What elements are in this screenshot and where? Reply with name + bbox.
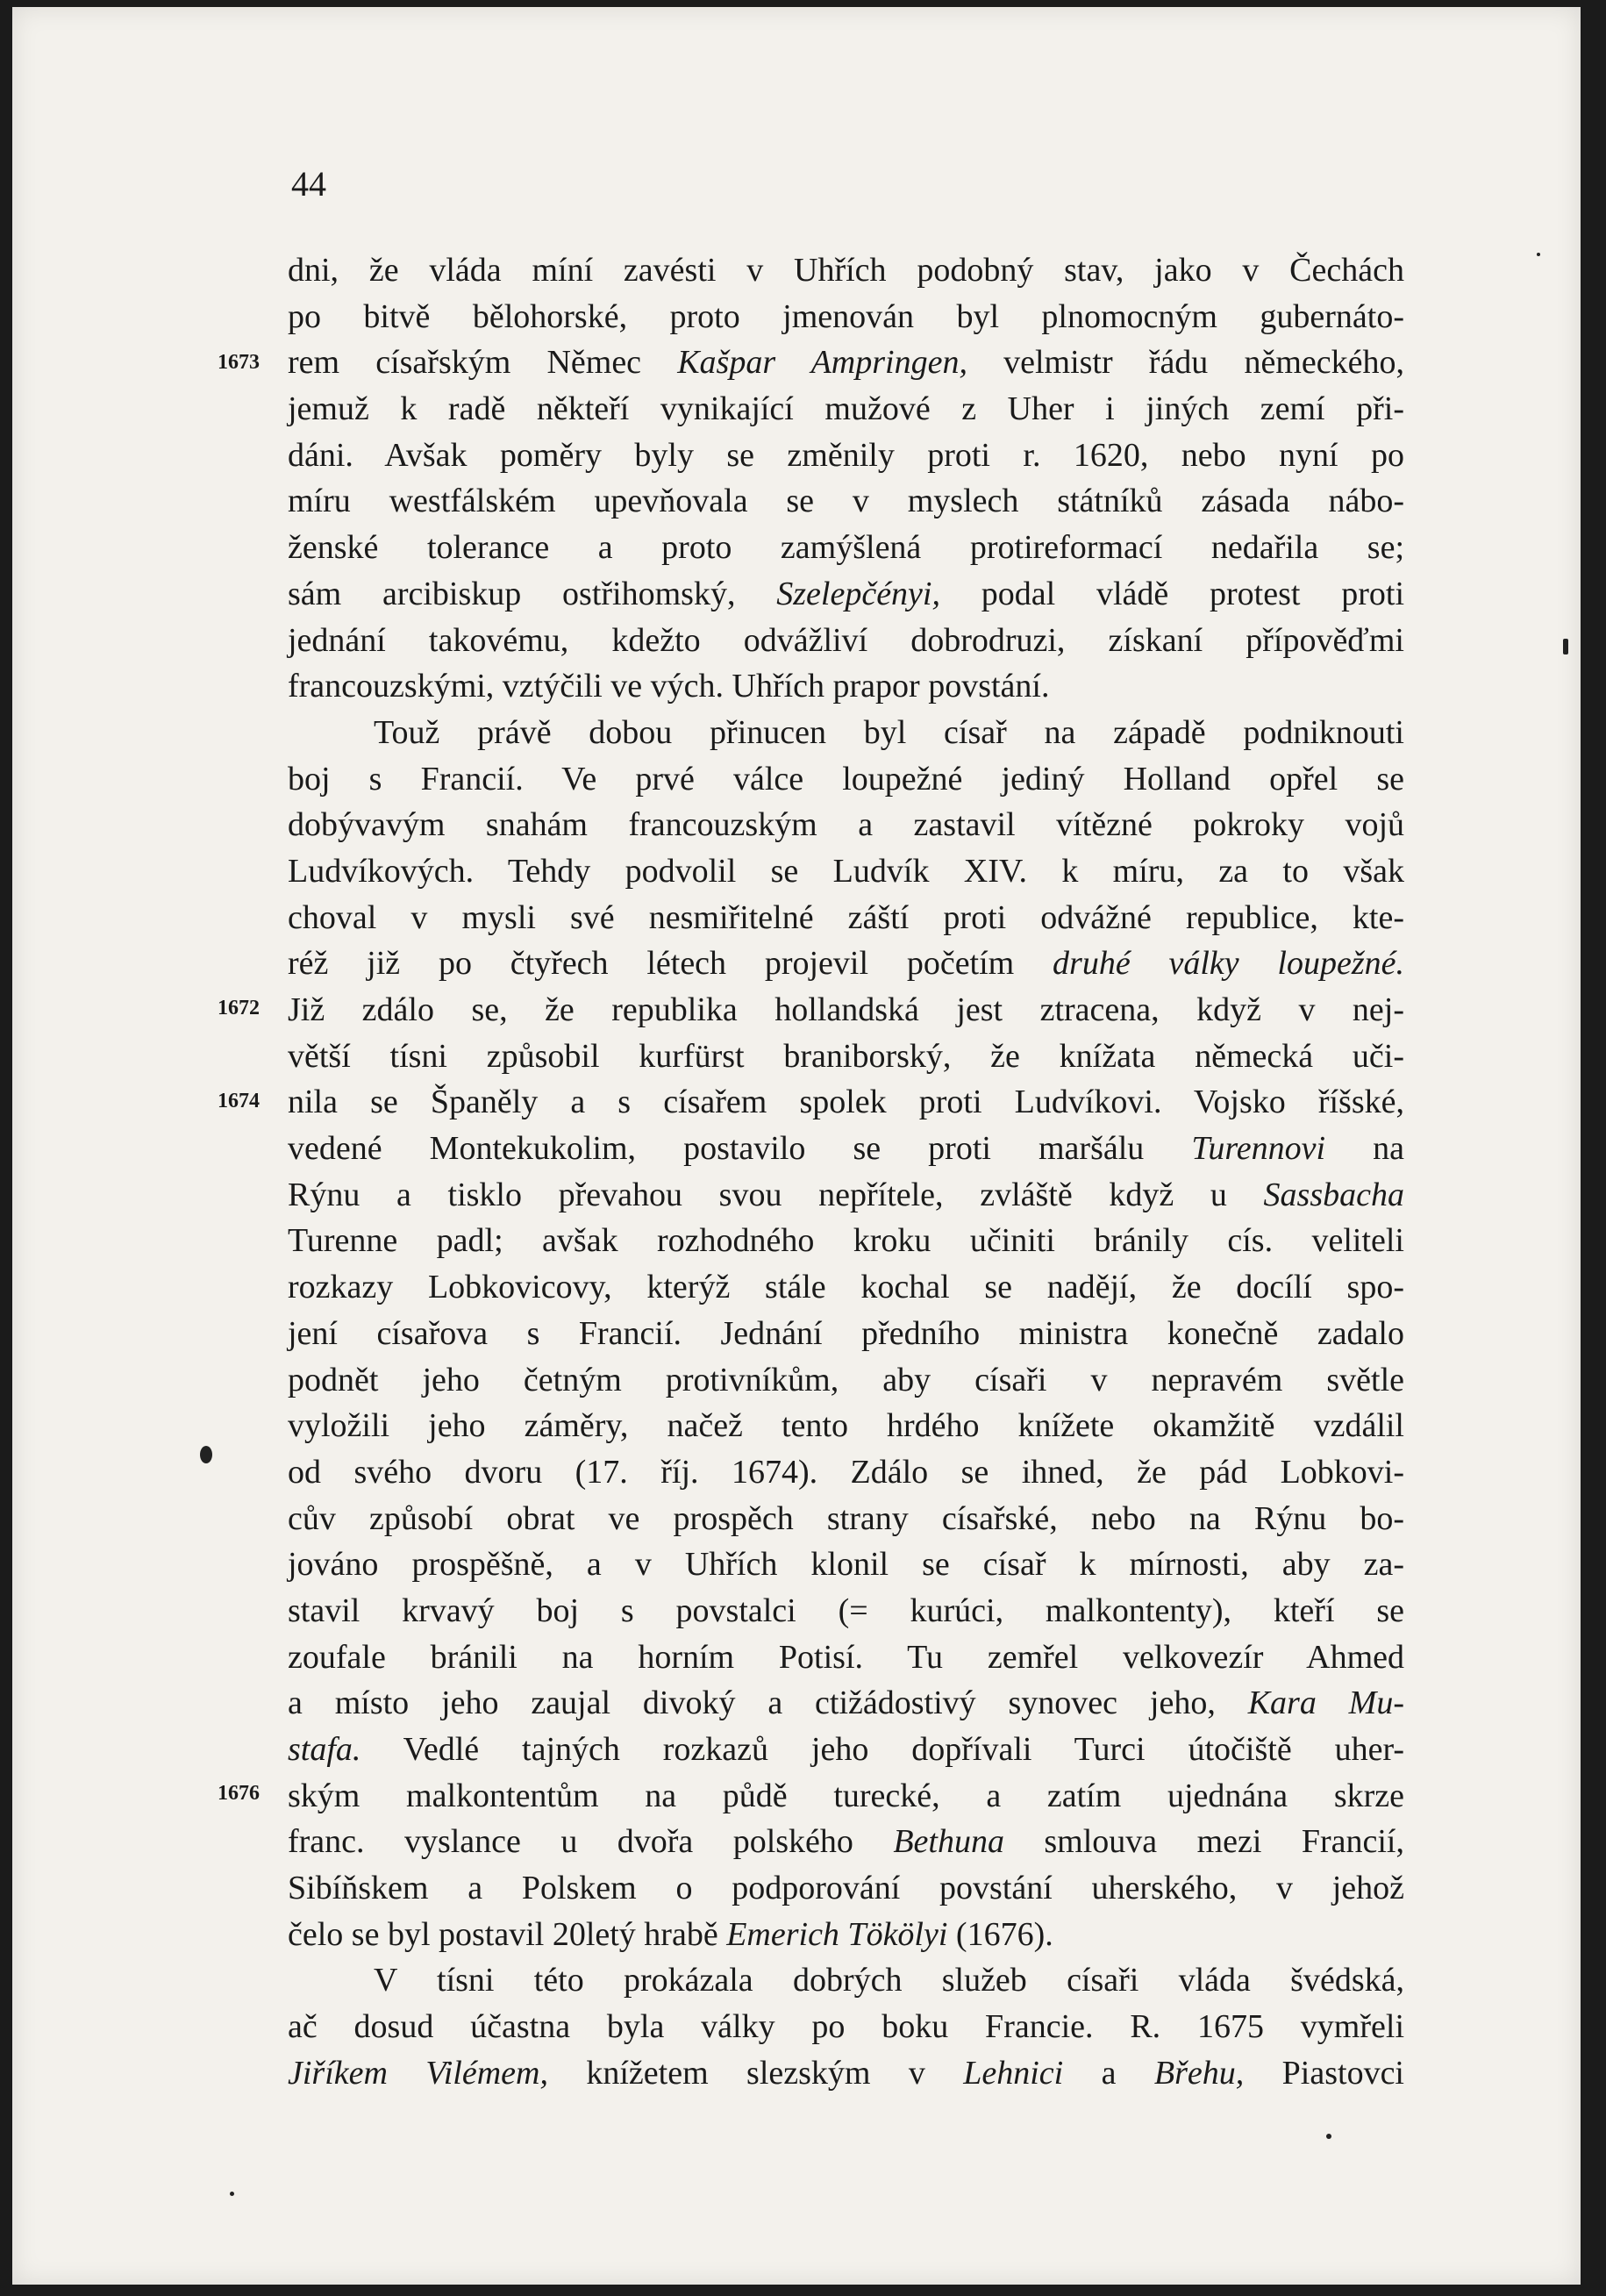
text-line: sám arcibiskup ostřihomský, Szelepčényi, podal vládě protest proti [288, 575, 1404, 612]
text-line: jováno prospěšně, a v Uhřích klonil se císař k mírnosti, aby za- [288, 1546, 1404, 1584]
text-line: cův způsobí obrat ve prospěch strany císařské, nebo na Rýnu bo- [288, 1499, 1404, 1537]
text-line: větší tísni způsobil kurfürst braniborský, že knížata německá uči- [288, 1037, 1404, 1075]
text-line: čelo se byl postavil 20letý hrabě Emerich Tökölyi (1676). [288, 1915, 1053, 1953]
text-line: jení císařova s Francií. Jednání předního ministra konečně zadalo [288, 1314, 1404, 1352]
text-line: vedené Montekukolim, postavilo se proti maršálu Turennovi na [288, 1130, 1404, 1168]
text-line: vyložili jeho záměry, načež tento hrdého knížete okamžitě vzdálil [288, 1407, 1404, 1445]
ink-speck [200, 1446, 212, 1463]
text-line: ským malkontentům na půdě turecké, a zatím ujednána skrze [288, 1777, 1404, 1814]
text-line: rozkazy Lobkovicovy, kterýž stále kochal se nadějí, že docílí spo- [288, 1269, 1404, 1306]
margin-year: 1673 [218, 351, 260, 374]
text-line: Již zdálo se, že republika hollandská jest ztracena, když v nej- [288, 991, 1404, 1028]
ink-speck [1537, 253, 1540, 256]
margin-year: 1676 [218, 1782, 260, 1805]
text-line: rem císařským Němec Kašpar Ampringen, velmistr řádu německého, [288, 344, 1404, 382]
text-line: boj s Francií. Ve prvé válce loupežné jediný Holland opřel se [288, 760, 1404, 798]
text-line: Ludvíkových. Tehdy podvolil se Ludvík XIV. k míru, za to však [288, 852, 1404, 890]
book-page [12, 7, 1581, 2285]
text-line: Rýnu a tisklo převahou svou nepřítele, zvláště když u Sassbacha [288, 1176, 1404, 1213]
text-line: ženské tolerance a proto zamýšlená protireformací nedařila se; [288, 529, 1404, 567]
margin-year: 1672 [218, 997, 260, 1019]
text-line: jemuž k radě někteří vynikající mužové z Uher i jiných zemí při- [288, 390, 1404, 428]
text-line: nila se Španěly a s císařem spolek proti Ludvíkovi. Vojsko říšské, [288, 1084, 1404, 1121]
text-line: Turenne padl; avšak rozhodného kroku učiniti bránily cís. veliteli [288, 1222, 1404, 1260]
text-line: réž již po čtyřech létech projevil početím druhé války loupežné. [288, 945, 1404, 983]
text-line: ač dosud účastna byla války po boku Francie. R. 1675 vymřeli [288, 2008, 1404, 2046]
text-line: zoufale bránili na horním Potisí. Tu zemřel velkovezír Ahmed [288, 1638, 1404, 1676]
margin-year: 1674 [218, 1090, 260, 1112]
text-line: stavil krvavý boj s povstalci (= kurúci, malkontenty), kteří se [288, 1591, 1404, 1629]
text-line: V tísni této prokázala dobrých služeb císaři vláda švédská, [374, 1962, 1404, 1999]
ink-speck [1563, 639, 1568, 654]
text-line: Jiříkem Vilémem, knížetem slezským v Lehnici a Břehu, Piastovci [288, 2054, 1404, 2092]
text-line: francouzskými, vztýčili ve vých. Uhřích prapor povstání. [288, 668, 1050, 705]
text-line: podnět jeho četným protivníkům, aby císaři v nepravém světle [288, 1361, 1404, 1398]
text-line: od svého dvoru (17. říj. 1674). Zdálo se ihned, že pád Lobkovi- [288, 1453, 1404, 1491]
text-line: a místo jeho zaujal divoký a ctižádostivý synovec jeho, Kara Mu- [288, 1684, 1404, 1722]
text-line: stafa. Vedlé tajných rozkazů jeho dopřívali Turci útočiště uher- [288, 1731, 1404, 1768]
ink-speck [230, 2192, 234, 2196]
text-line: dobývavým snahám francouzským a zastavil vítězné pokroky vojů [288, 806, 1404, 844]
text-line: jednání takovému, kdežto odvážliví dobrodruzi, získaní přípověďmi [288, 621, 1404, 659]
text-line: dáni. Avšak poměry byly se změnily proti r. 1620, nebo nyní po [288, 436, 1404, 474]
ink-speck [1326, 2134, 1331, 2139]
body-text [288, 247, 1404, 2097]
text-line: po bitvě bělohorské, proto jmenován byl plnomocným gubernáto- [288, 297, 1404, 335]
page-number: 44 [291, 164, 326, 204]
text-line: míru westfálském upevňovala se v myslech státníků zásada nábo- [288, 483, 1404, 520]
text-line: franc. vyslance u dvořa polského Bethuna smlouva mezi Francií, [288, 1823, 1404, 1861]
text-line: choval v mysli své nesmiřitelné záští proti odvážné republice, kte- [288, 898, 1404, 936]
text-line: dni, že vláda míní zavésti v Uhřích podobný stav, jako v Čechách [288, 252, 1404, 289]
text-line: Sibíňskem a Polskem o podporování povstání uherského, v jehož [288, 1870, 1404, 1907]
text-line: Touž právě dobou přinucen byl císař na západě podniknouti [374, 713, 1404, 751]
